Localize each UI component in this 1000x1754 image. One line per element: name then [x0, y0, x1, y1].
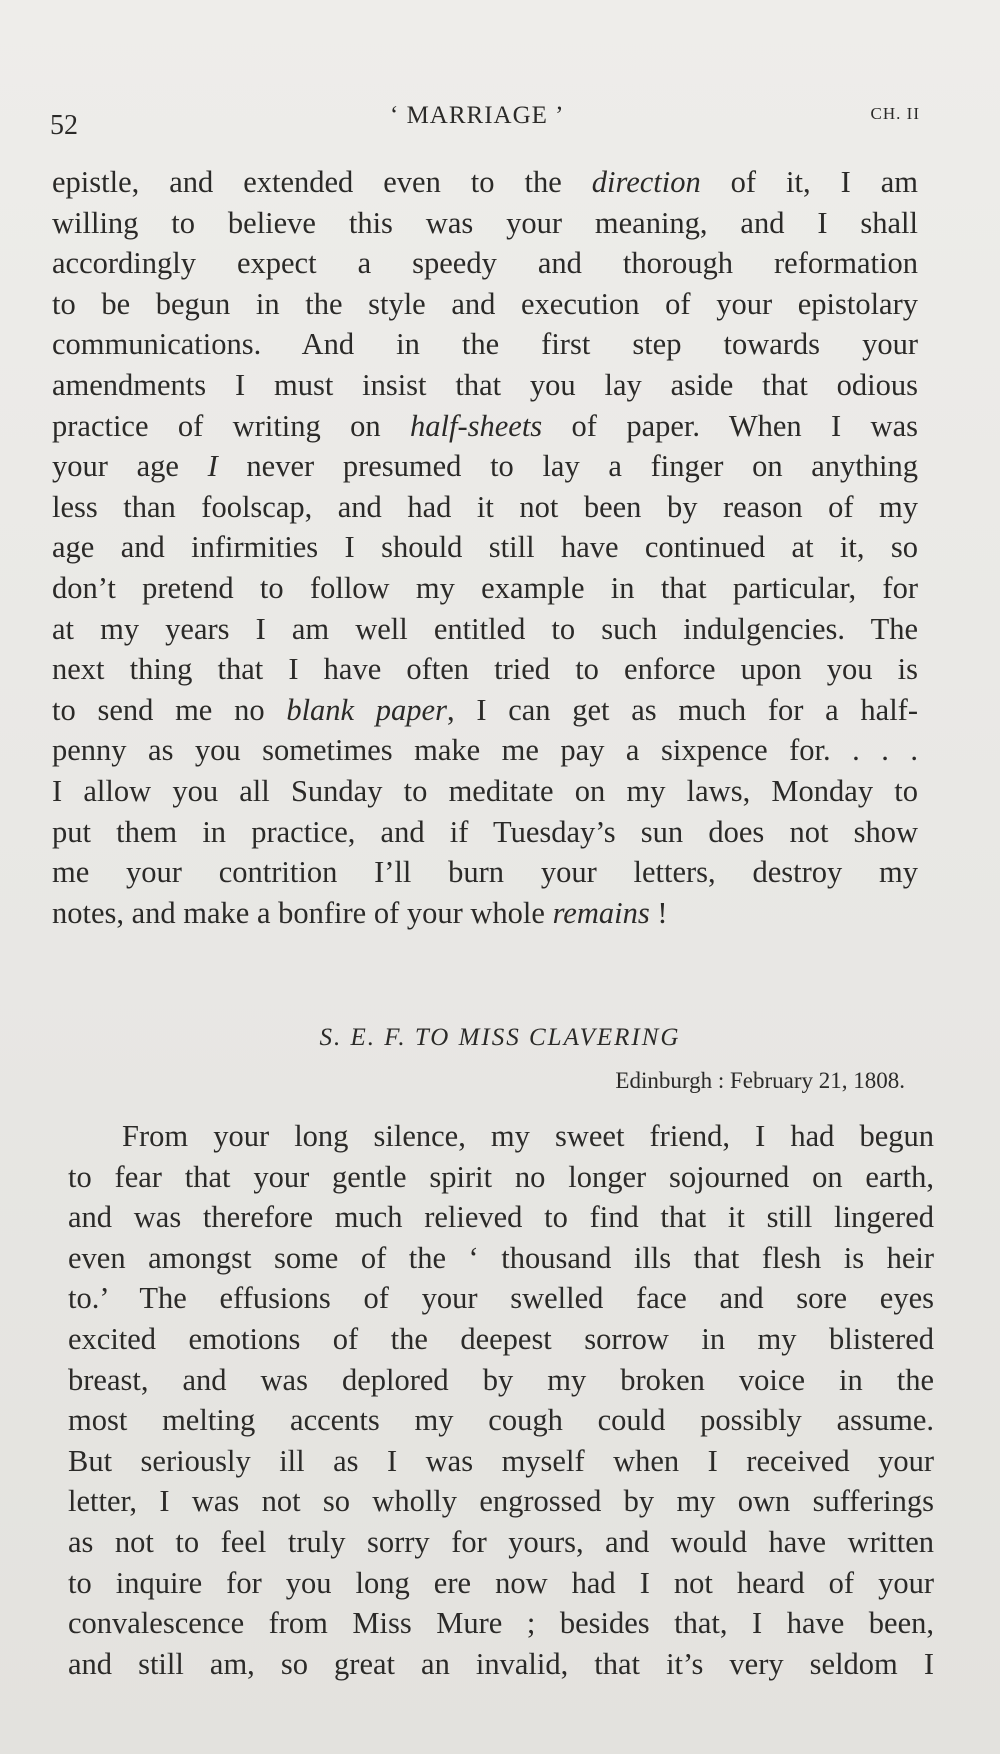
text-line — [52, 324, 918, 365]
running-head — [50, 100, 920, 140]
text-line — [52, 609, 918, 650]
text-line: and was therefore much relieved to find that it still lingered — [68, 1200, 934, 1235]
letter-body — [68, 1116, 934, 1684]
text-run: your age — [52, 449, 208, 484]
text-run: of it, I am — [700, 165, 918, 199]
text-line: even amongst some of the ‘ thousand ills that flesh is heir — [68, 1240, 934, 1275]
italic-phrase: I — [207, 449, 218, 484]
text-line — [52, 284, 918, 325]
text-line: and still am, so great an invalid, that it’s very seldom I — [68, 1646, 934, 1681]
chapter-reference: CH. II — [870, 104, 920, 123]
text-line: But seriously ill as I was myself when I received your — [68, 1443, 934, 1478]
text-run: notes, and make a bonfire of your whole — [52, 895, 553, 930]
text-run: me your contrition I’ll burn your letters, destroy my — [52, 855, 918, 890]
text-run: amendments I must insist that you lay aside that odious — [52, 367, 918, 402]
text-run: at my years I am well entitled to such indulgencies. The — [52, 611, 918, 646]
letter-dateline: Edinburgh : February 21, 1808. — [615, 1068, 905, 1093]
page-number: 52 — [50, 110, 78, 141]
text-run: willing to believe this was your meaning, and I shall — [52, 205, 918, 240]
text-run: age and infirmities I should still have continued at it, so — [52, 530, 918, 565]
text-run: penny as you sometimes make me pay a sixpence for. . . . — [52, 733, 918, 768]
text-line — [52, 487, 918, 528]
text-line — [52, 690, 918, 731]
text-line: From your long silence, my sweet friend, I had begun — [122, 1119, 934, 1153]
text-run: next thing that I have often tried to enforce upon you is — [52, 652, 918, 687]
text-line — [52, 852, 918, 893]
running-title: ‘ MARRIAGE ’ — [390, 102, 565, 129]
text-line — [52, 568, 918, 609]
text-line: to inquire for you long ere now had I not heard of your — [68, 1565, 934, 1600]
text-line: excited emotions of the deepest sorrow in my blistered — [68, 1321, 934, 1356]
text-line — [52, 771, 918, 812]
italic-phrase: direction — [591, 165, 701, 199]
text-run: epistle, and extended even to the — [52, 165, 592, 199]
text-line: letter, I was not so wholly engrossed by my own sufferings — [68, 1484, 934, 1519]
text-run: of paper. When I was — [542, 408, 918, 443]
text-line — [52, 527, 918, 568]
text-run: don’t pretend to follow my example in that particular, for — [52, 570, 918, 605]
text-run: communications. And in the first step towards your — [52, 327, 918, 362]
text-line: to fear that your gentle spirit no longer sojourned on earth, — [68, 1159, 934, 1194]
text-run: to be begun in the style and execution of your epistolary — [52, 286, 918, 321]
text-line — [52, 893, 918, 934]
text-run: never presumed to lay a finger on anything — [217, 449, 919, 484]
text-line — [52, 162, 918, 203]
text-run: ! — [649, 895, 668, 930]
text-run: accordingly expect a speedy and thorough reformation — [52, 246, 918, 281]
text-run: put them in practice, and if Tuesday’s sun does not show — [52, 814, 918, 849]
text-line — [52, 446, 918, 487]
text-line: as not to feel truly sorry for yours, and would have written — [68, 1524, 934, 1559]
text-line: to.’ The effusions of your swelled face and sore eyes — [68, 1281, 934, 1316]
text-line — [52, 730, 918, 771]
letter-heading: S. E. F. TO MISS CLAVERING — [319, 1024, 681, 1051]
text-line — [52, 649, 918, 690]
text-line: breast, and was deplored by my broken voice in the — [68, 1362, 934, 1397]
text-line: convalescence from Miss Mure ; besides that, I have been, — [68, 1606, 934, 1641]
text-line — [52, 812, 918, 853]
text-run: I allow you all Sunday to meditate on my laws, Monday to — [52, 773, 918, 808]
text-line — [52, 243, 918, 284]
text-line — [52, 365, 918, 406]
text-line — [52, 203, 918, 244]
text-run: , I can get as much for a half- — [446, 692, 918, 727]
letter-passage-continued — [52, 162, 918, 933]
text-line — [52, 406, 918, 447]
italic-phrase: blank paper — [286, 692, 447, 727]
italic-phrase: remains — [552, 895, 650, 930]
text-line: most melting accents my cough could possibly assume. — [68, 1403, 934, 1438]
text-run: to send me no — [52, 692, 287, 727]
italic-phrase: half-sheets — [410, 408, 543, 443]
text-run: practice of writing on — [52, 408, 411, 443]
text-run: less than foolscap, and had it not been by reason of my — [52, 489, 918, 524]
